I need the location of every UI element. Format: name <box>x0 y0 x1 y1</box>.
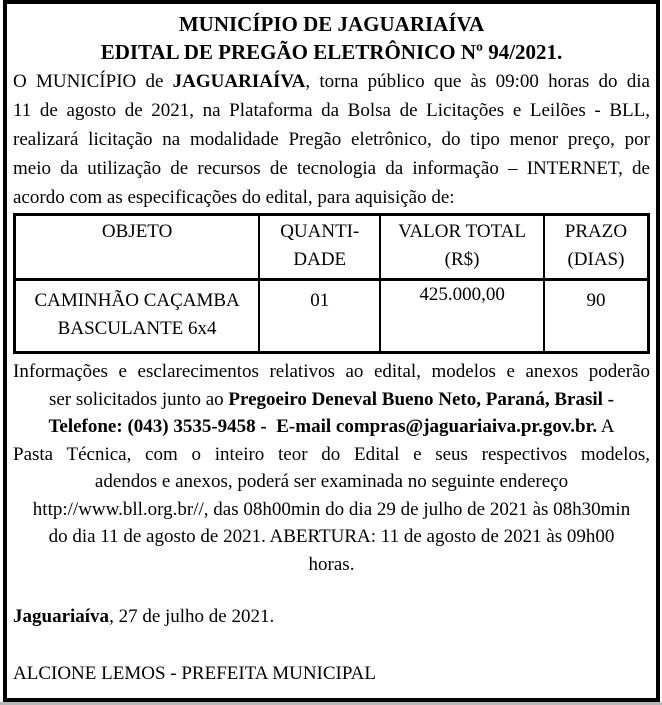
text-segment: Paraná, Brasil - <box>481 388 614 410</box>
text-segment: horas. <box>308 553 355 575</box>
text-segment: A <box>597 416 615 437</box>
text-line <box>13 154 650 183</box>
info-paragraph <box>13 358 650 578</box>
text-segment: realizará licitação na modalidade Pregão eletrônico, do tipo menor preço, por <box>13 129 650 150</box>
text-segment: ser solicitados junto ao <box>48 388 229 410</box>
cell-quantidade: 01 <box>259 280 380 353</box>
text-segment: do dia 11 de agosto de 2021. ABERTURA: 11 de agosto de 2021 às 09h00 <box>48 526 615 547</box>
column-header-prazo <box>544 215 649 280</box>
document-header <box>13 10 650 66</box>
text-segment: http://www.bll.org.br//, das 08h00min do dia 29 de julho de 2021 às 08h30min <box>32 498 631 520</box>
text-segment: JAGUARIAÍVA <box>172 71 306 92</box>
text-segment: Telefone: (043) 3535-9458 - E-mail compras@jaguariaiva.pr.gov.br. <box>48 416 598 437</box>
text-segment: 11 de agosto de 2021, na Plataforma da Bolsa de Licitações e Leilões - BLL, <box>13 100 650 121</box>
column-header-objeto <box>15 215 260 280</box>
cell-objeto-line: BASCULANTE 6x4 <box>57 318 217 339</box>
text-segment: , torna público que às 09:00 horas do dia <box>305 71 650 92</box>
date-line <box>13 605 650 629</box>
column-header-line: VALOR TOTAL <box>398 221 526 242</box>
text-segment: acordo com as especificações do edital, para aquisição de: <box>13 187 455 208</box>
text-segment: Pasta Técnica, com o inteiro teor do Edital e seus respectivos modelos, <box>13 443 650 465</box>
column-header-line: QUANTI- <box>280 221 360 242</box>
text-segment: meio da utilização de recursos de tecnologia da informação – INTERNET, de <box>13 158 650 179</box>
text-segment: Informações e esclarecimentos relativos ao edital, modelos e anexos poderão <box>13 361 650 382</box>
cell-objeto <box>15 280 260 353</box>
cell-objeto-line: CAMINHÃO CAÇAMBA <box>34 290 240 311</box>
column-header-line: OBJETO <box>101 221 173 242</box>
text-line <box>13 125 650 154</box>
cell-valor-total: 425.000,00 <box>380 280 544 353</box>
procurement-table <box>13 213 650 354</box>
column-header-line: PRAZO <box>564 221 628 242</box>
text-line <box>13 468 650 496</box>
column-header-valor-total <box>380 215 544 280</box>
text-segment: Pregoeiro Deneval Bueno Neto <box>228 388 477 410</box>
column-header-line: (R$) <box>444 249 480 270</box>
table-row <box>15 280 649 353</box>
cell-prazo: 90 <box>544 280 649 353</box>
signature-line: ALCIONE LEMOS - PREFEITA MUNICIPAL <box>13 663 377 684</box>
column-header-line: (DIAS) <box>567 249 625 270</box>
text-segment: adendos e anexos, poderá ser examinada no seguinte endereço <box>94 471 569 492</box>
text-line <box>13 67 650 96</box>
column-header-line: DADE <box>293 249 347 270</box>
text-line <box>13 413 650 441</box>
document-title: MUNICÍPIO DE JAGUARIAÍVA <box>178 12 485 36</box>
text-line <box>13 386 650 414</box>
text-segment: Jaguariaíva <box>13 606 110 627</box>
document-subtitle: EDITAL DE PREGÃO ELETRÔNICO Nº 94/2021. <box>100 40 563 64</box>
text-line <box>13 96 650 125</box>
text-segment: , 27 de julho de 2021. <box>109 606 275 627</box>
text-line <box>13 358 650 386</box>
column-header-quantidade <box>259 215 380 280</box>
text-line <box>13 605 650 629</box>
document-page <box>3 0 660 702</box>
text-line <box>13 551 650 579</box>
table-header-row <box>15 215 649 280</box>
text-line <box>13 496 650 524</box>
text-line <box>13 441 650 469</box>
intro-paragraph <box>13 67 650 212</box>
text-line <box>13 523 650 551</box>
text-segment: O MUNICÍPIO de <box>13 71 173 92</box>
text-line <box>13 183 650 212</box>
text-segment: , <box>476 388 481 410</box>
